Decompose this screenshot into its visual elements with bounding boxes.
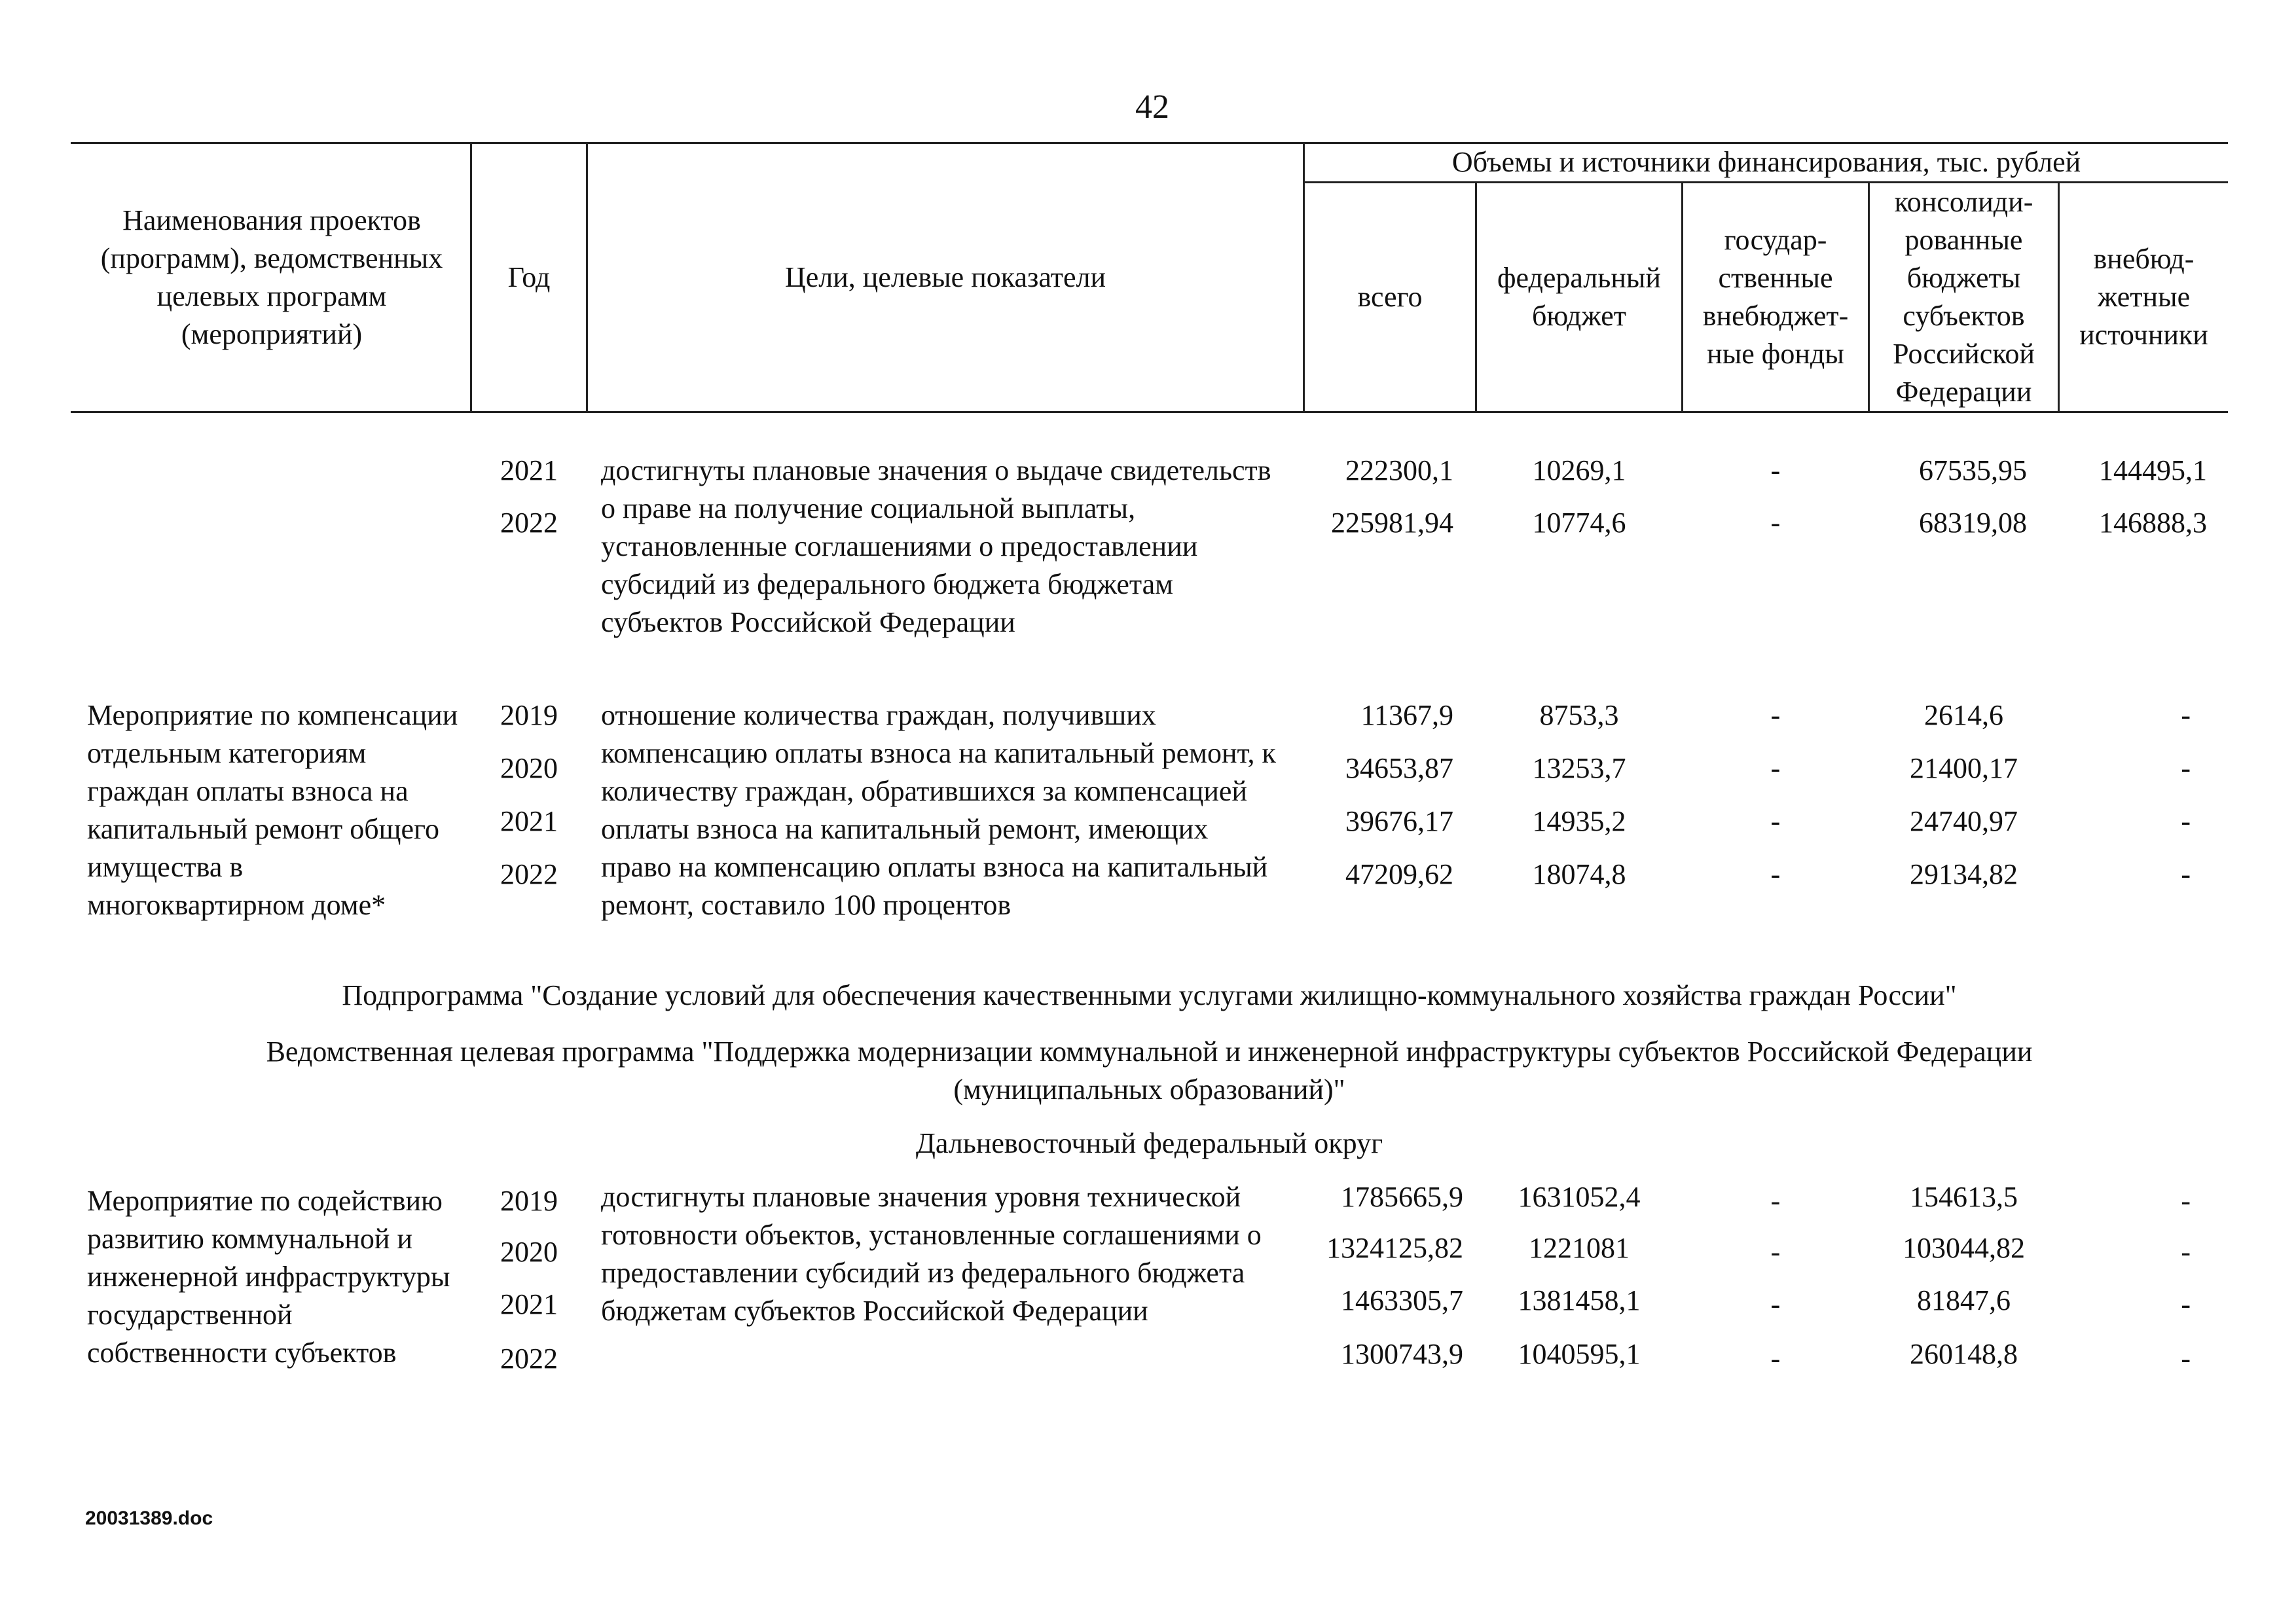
state-funds-cell: - <box>1770 1236 1781 1268</box>
block3-goal: достигнуты плановые значения уровня технической готовности объектов, установленные соглашениями о предоставлении субсидий из федерального бюджета бюджетам субъектов Российской Федерации <box>601 1181 1262 1327</box>
regional-cell: 68319,08 <box>1919 507 2027 539</box>
federal-cell: 1040595,1 <box>1518 1338 1641 1370</box>
total-cell: 47209,62 <box>1345 858 1453 890</box>
program-heading-line1: Ведомственная целевая программа "Поддержка модернизации коммунальной и инженерной инфраструктуры субъектов Российской Федерации <box>266 1036 2033 1068</box>
block2-goal: отношение количества граждан, получивших компенсацию оплаты взноса на капитальный ремонт, к количеству граждан, обратившихся за компенсацией оплаты взноса на капитальный ремонт, имеющих право на компенсацию оплаты взноса на капитальный ремонт, составило 100 процентов <box>601 699 1276 922</box>
header-regional-label: консолиди-рованные бюджеты субъектов Российской Федерации <box>1893 185 2035 408</box>
header-year-label: Год <box>507 261 551 293</box>
subprogram-heading: Подпрограмма "Создание условий для обеспечения качественными услугами жилищно-коммунального хозяйства граждан России" <box>342 979 1957 1011</box>
header-bottom-rule <box>71 411 2228 413</box>
extra-cell: - <box>2181 1288 2191 1320</box>
year-cell: 2022 <box>500 507 558 539</box>
header-state-funds-label: государ-ственные внебюджет-ные фонды <box>1702 223 1849 370</box>
federal-cell: 10774,6 <box>1532 507 1626 539</box>
federal-cell: 1381458,1 <box>1518 1284 1641 1316</box>
federal-cell: 1631052,4 <box>1518 1181 1641 1213</box>
extra-cell: 146888,3 <box>2099 507 2207 539</box>
extra-cell: - <box>2181 699 2191 731</box>
federal-cell: 1221081 <box>1529 1232 1630 1264</box>
header-state-funds-cell <box>1683 183 1868 411</box>
block2-name: Мероприятие по компенсации отдельным категориям граждан оплаты взноса на капитальный ремонт общего имущества в многоквартирном доме* <box>87 699 458 922</box>
total-cell: 1785665,9 <box>1341 1181 1463 1213</box>
regional-cell: 260148,8 <box>1910 1338 2018 1370</box>
extra-cell: - <box>2181 805 2191 837</box>
header-name-label: Наименования проектов (программ), ведомственных целевых программ (мероприятий) <box>100 204 443 351</box>
federal-cell: 14935,2 <box>1532 805 1626 837</box>
total-cell: 39676,17 <box>1345 805 1453 837</box>
extra-cell: - <box>2181 1185 2191 1217</box>
total-cell: 1324125,82 <box>1326 1232 1463 1264</box>
federal-cell: 10269,1 <box>1532 454 1626 486</box>
header-funding-cell <box>1305 144 2228 181</box>
regional-cell: 103044,82 <box>1903 1232 2025 1264</box>
state-funds-cell: - <box>1770 752 1781 784</box>
total-cell: 222300,1 <box>1345 454 1453 486</box>
header-extra-label: внебюд-жетные источники <box>2079 242 2208 352</box>
year-cell: 2022 <box>500 858 558 890</box>
regional-cell: 29134,82 <box>1910 858 2018 890</box>
year-cell: 2020 <box>500 752 558 784</box>
extra-cell: - <box>2181 752 2191 784</box>
total-cell: 34653,87 <box>1345 752 1453 784</box>
block3-name: Мероприятие по содействию развитию коммунальной и инженерной инфраструктуры государственной собственности субъектов <box>87 1185 450 1369</box>
regional-cell: 2614,6 <box>1924 699 2003 731</box>
page-number: 42 <box>1135 88 1169 126</box>
regional-cell: 154613,5 <box>1910 1181 2018 1213</box>
extra-cell: - <box>2181 1343 2191 1375</box>
total-cell: 1463305,7 <box>1341 1284 1463 1316</box>
year-cell: 2021 <box>500 1288 558 1320</box>
block1-goal: достигнуты плановые значения о выдаче свидетельств о праве на получение социальной выплаты, установленные соглашениями о предоставлении субсидий из федерального бюджета бюджетам субъектов Российской Федерации <box>601 454 1271 639</box>
state-funds-cell: - <box>1770 507 1781 539</box>
federal-cell: 18074,8 <box>1532 858 1626 890</box>
program-heading-line2: (муниципальных образований)" <box>953 1074 1345 1106</box>
header-funding-label: Объемы и источники финансирования, тыс. рублей <box>1451 146 2081 179</box>
district-heading: Дальневосточный федеральный округ <box>915 1127 1383 1159</box>
year-cell: 2022 <box>500 1343 558 1375</box>
year-cell: 2021 <box>500 805 558 837</box>
year-cell: 2019 <box>500 1185 558 1217</box>
header-name-cell <box>75 144 468 411</box>
total-cell: 225981,94 <box>1331 507 1453 539</box>
header-total-cell <box>1305 183 1475 411</box>
header-goals-cell <box>588 144 1303 411</box>
header-goals-label: Цели, целевые показатели <box>784 261 1106 293</box>
extra-cell: - <box>2181 1236 2191 1268</box>
year-cell: 2021 <box>500 454 558 486</box>
header-federal-label: федеральный бюджет <box>1497 261 1661 332</box>
regional-cell: 67535,95 <box>1919 454 2027 486</box>
total-cell: 11367,9 <box>1360 699 1453 731</box>
header-year-cell <box>472 144 586 411</box>
regional-cell: 24740,97 <box>1910 805 2018 837</box>
header-total-label: всего <box>1357 280 1423 313</box>
regional-cell: 81847,6 <box>1917 1284 2011 1316</box>
state-funds-cell: - <box>1770 454 1781 486</box>
state-funds-cell: - <box>1770 805 1781 837</box>
state-funds-cell: - <box>1770 1185 1781 1217</box>
header-federal-cell <box>1477 183 1681 411</box>
year-cell: 2019 <box>500 699 558 731</box>
header-regional-cell <box>1870 183 2058 411</box>
federal-cell: 8753,3 <box>1539 699 1619 731</box>
total-cell: 1300743,9 <box>1341 1338 1463 1370</box>
state-funds-cell: - <box>1770 699 1781 731</box>
state-funds-cell: - <box>1770 858 1781 890</box>
doc-id: 20031389.doc <box>85 1507 213 1529</box>
year-cell: 2020 <box>500 1236 558 1268</box>
extra-cell: - <box>2181 858 2191 890</box>
regional-cell: 21400,17 <box>1910 752 2018 784</box>
extra-cell: 144495,1 <box>2099 454 2207 486</box>
federal-cell: 13253,7 <box>1532 752 1626 784</box>
header-extra-cell <box>2060 183 2228 411</box>
state-funds-cell: - <box>1770 1343 1781 1375</box>
state-funds-cell: - <box>1770 1288 1781 1320</box>
